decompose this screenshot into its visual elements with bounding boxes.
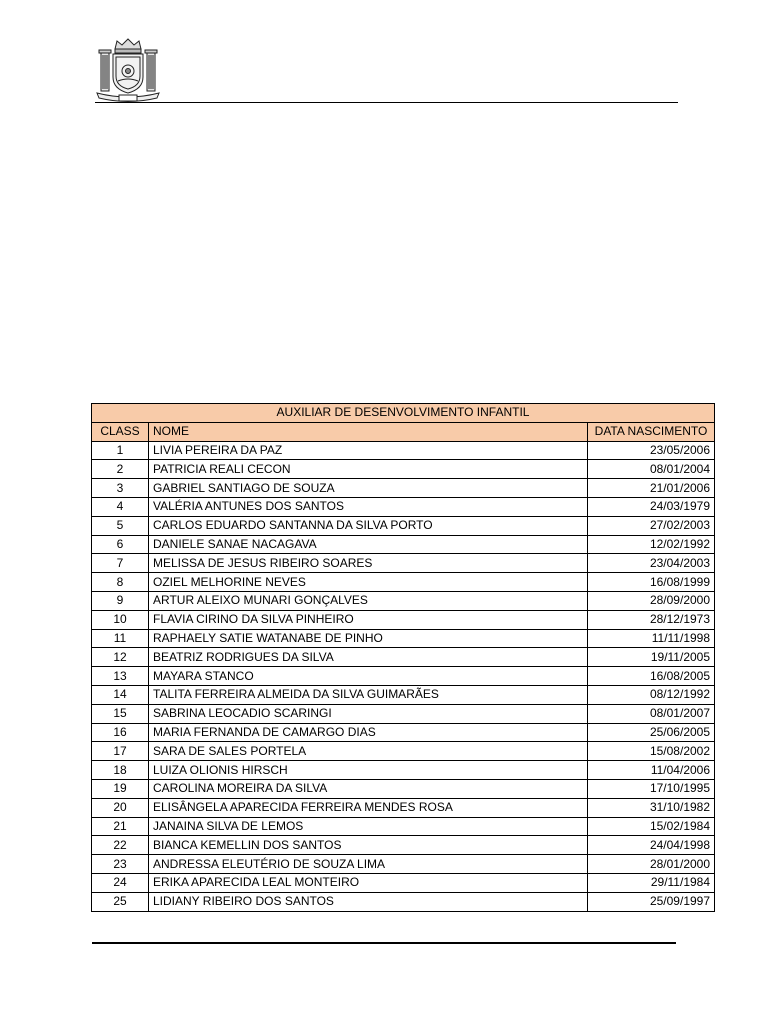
row-class: 23 <box>92 855 149 874</box>
row-name: LIDIANY RIBEIRO DOS SANTOS <box>149 892 588 911</box>
row-name: LIVIA PEREIRA DA PAZ <box>149 441 588 460</box>
header-birth-date: DATA NASCIMENTO <box>588 422 715 441</box>
row-birth-date: 24/03/1979 <box>588 497 715 516</box>
row-birth-date: 29/11/1984 <box>588 873 715 892</box>
header-name: NOME <box>149 422 588 441</box>
row-class: 3 <box>92 479 149 498</box>
table-row <box>92 892 715 911</box>
table-row <box>92 798 715 817</box>
row-birth-date: 24/04/1998 <box>588 836 715 855</box>
row-birth-date: 12/02/1992 <box>588 535 715 554</box>
row-class: 21 <box>92 817 149 836</box>
row-birth-date: 15/02/1984 <box>588 817 715 836</box>
row-class: 8 <box>92 573 149 592</box>
row-name: MARIA FERNANDA DE CAMARGO DIAS <box>149 723 588 742</box>
row-name: SARA DE SALES PORTELA <box>149 742 588 761</box>
row-class: 25 <box>92 892 149 911</box>
row-class: 15 <box>92 704 149 723</box>
table-row <box>92 685 715 704</box>
table-row <box>92 460 715 479</box>
header-rule <box>95 102 678 103</box>
row-name: RAPHAELY SATIE WATANABE DE PINHO <box>149 629 588 648</box>
row-class: 17 <box>92 742 149 761</box>
table-row <box>92 648 715 667</box>
row-birth-date: 28/09/2000 <box>588 591 715 610</box>
row-name: MELISSA DE JESUS RIBEIRO SOARES <box>149 554 588 573</box>
table-title: AUXILIAR DE DESENVOLVIMENTO INFANTIL <box>92 404 715 423</box>
table-row <box>92 667 715 686</box>
table-row <box>92 573 715 592</box>
row-class: 19 <box>92 779 149 798</box>
row-name: OZIEL MELHORINE NEVES <box>149 573 588 592</box>
row-birth-date: 27/02/2003 <box>588 516 715 535</box>
table-row <box>92 836 715 855</box>
row-birth-date: 25/06/2005 <box>588 723 715 742</box>
row-birth-date: 21/01/2006 <box>588 479 715 498</box>
row-birth-date: 19/11/2005 <box>588 648 715 667</box>
row-name: ARTUR ALEIXO MUNARI GONÇALVES <box>149 591 588 610</box>
table-row <box>92 497 715 516</box>
table-row <box>92 554 715 573</box>
row-class: 5 <box>92 516 149 535</box>
table-row <box>92 742 715 761</box>
row-class: 16 <box>92 723 149 742</box>
row-name: VALÉRIA ANTUNES DOS SANTOS <box>149 497 588 516</box>
row-birth-date: 11/11/1998 <box>588 629 715 648</box>
row-birth-date: 17/10/1995 <box>588 779 715 798</box>
row-class: 2 <box>92 460 149 479</box>
row-birth-date: 08/12/1992 <box>588 685 715 704</box>
row-name: SABRINA LEOCADIO SCARINGI <box>149 704 588 723</box>
row-birth-date: 16/08/2005 <box>588 667 715 686</box>
table-title-row <box>92 404 715 423</box>
row-birth-date: 23/04/2003 <box>588 554 715 573</box>
table-row <box>92 704 715 723</box>
row-class: 18 <box>92 761 149 780</box>
footer-rule <box>92 942 676 944</box>
row-name: BEATRIZ RODRIGUES DA SILVA <box>149 648 588 667</box>
table-row <box>92 629 715 648</box>
row-birth-date: 28/01/2000 <box>588 855 715 874</box>
table-row <box>92 873 715 892</box>
row-class: 9 <box>92 591 149 610</box>
row-name: ANDRESSA ELEUTÉRIO DE SOUZA LIMA <box>149 855 588 874</box>
row-name: MAYARA STANCO <box>149 667 588 686</box>
header-class: CLASS <box>92 422 149 441</box>
row-name: PATRICIA REALI CECON <box>149 460 588 479</box>
row-class: 6 <box>92 535 149 554</box>
row-name: CARLOS EDUARDO SANTANNA DA SILVA PORTO <box>149 516 588 535</box>
table-header-row <box>92 422 715 441</box>
row-name: DANIELE SANAE NACAGAVA <box>149 535 588 554</box>
row-name: FLAVIA CIRINO DA SILVA PINHEIRO <box>149 610 588 629</box>
table-row <box>92 723 715 742</box>
row-class: 7 <box>92 554 149 573</box>
table-row <box>92 610 715 629</box>
row-class: 12 <box>92 648 149 667</box>
table-row <box>92 761 715 780</box>
row-class: 4 <box>92 497 149 516</box>
row-class: 10 <box>92 610 149 629</box>
roster-table <box>91 403 715 912</box>
row-name: JANAINA SILVA DE LEMOS <box>149 817 588 836</box>
row-class: 24 <box>92 873 149 892</box>
row-birth-date: 15/08/2002 <box>588 742 715 761</box>
table-row <box>92 535 715 554</box>
row-name: BIANCA KEMELLIN DOS SANTOS <box>149 836 588 855</box>
row-birth-date: 25/09/1997 <box>588 892 715 911</box>
row-birth-date: 28/12/1973 <box>588 610 715 629</box>
table-row <box>92 479 715 498</box>
row-class: 1 <box>92 441 149 460</box>
row-name: CAROLINA MOREIRA DA SILVA <box>149 779 588 798</box>
row-class: 22 <box>92 836 149 855</box>
row-class: 11 <box>92 629 149 648</box>
row-class: 20 <box>92 798 149 817</box>
coat-of-arms-logo <box>95 37 161 103</box>
table-row <box>92 817 715 836</box>
row-name: TALITA FERREIRA ALMEIDA DA SILVA GUIMARÃES <box>149 685 588 704</box>
row-name: ERIKA APARECIDA LEAL MONTEIRO <box>149 873 588 892</box>
table-row <box>92 855 715 874</box>
row-name: ELISÂNGELA APARECIDA FERREIRA MENDES ROSA <box>149 798 588 817</box>
row-birth-date: 23/05/2006 <box>588 441 715 460</box>
row-class: 14 <box>92 685 149 704</box>
table-row <box>92 779 715 798</box>
row-name: GABRIEL SANTIAGO DE SOUZA <box>149 479 588 498</box>
table-row <box>92 441 715 460</box>
table-row <box>92 516 715 535</box>
row-class: 13 <box>92 667 149 686</box>
table-row <box>92 591 715 610</box>
row-birth-date: 08/01/2007 <box>588 704 715 723</box>
row-birth-date: 31/10/1982 <box>588 798 715 817</box>
row-birth-date: 16/08/1999 <box>588 573 715 592</box>
row-name: LUIZA OLIONIS HIRSCH <box>149 761 588 780</box>
row-birth-date: 08/01/2004 <box>588 460 715 479</box>
row-birth-date: 11/04/2006 <box>588 761 715 780</box>
